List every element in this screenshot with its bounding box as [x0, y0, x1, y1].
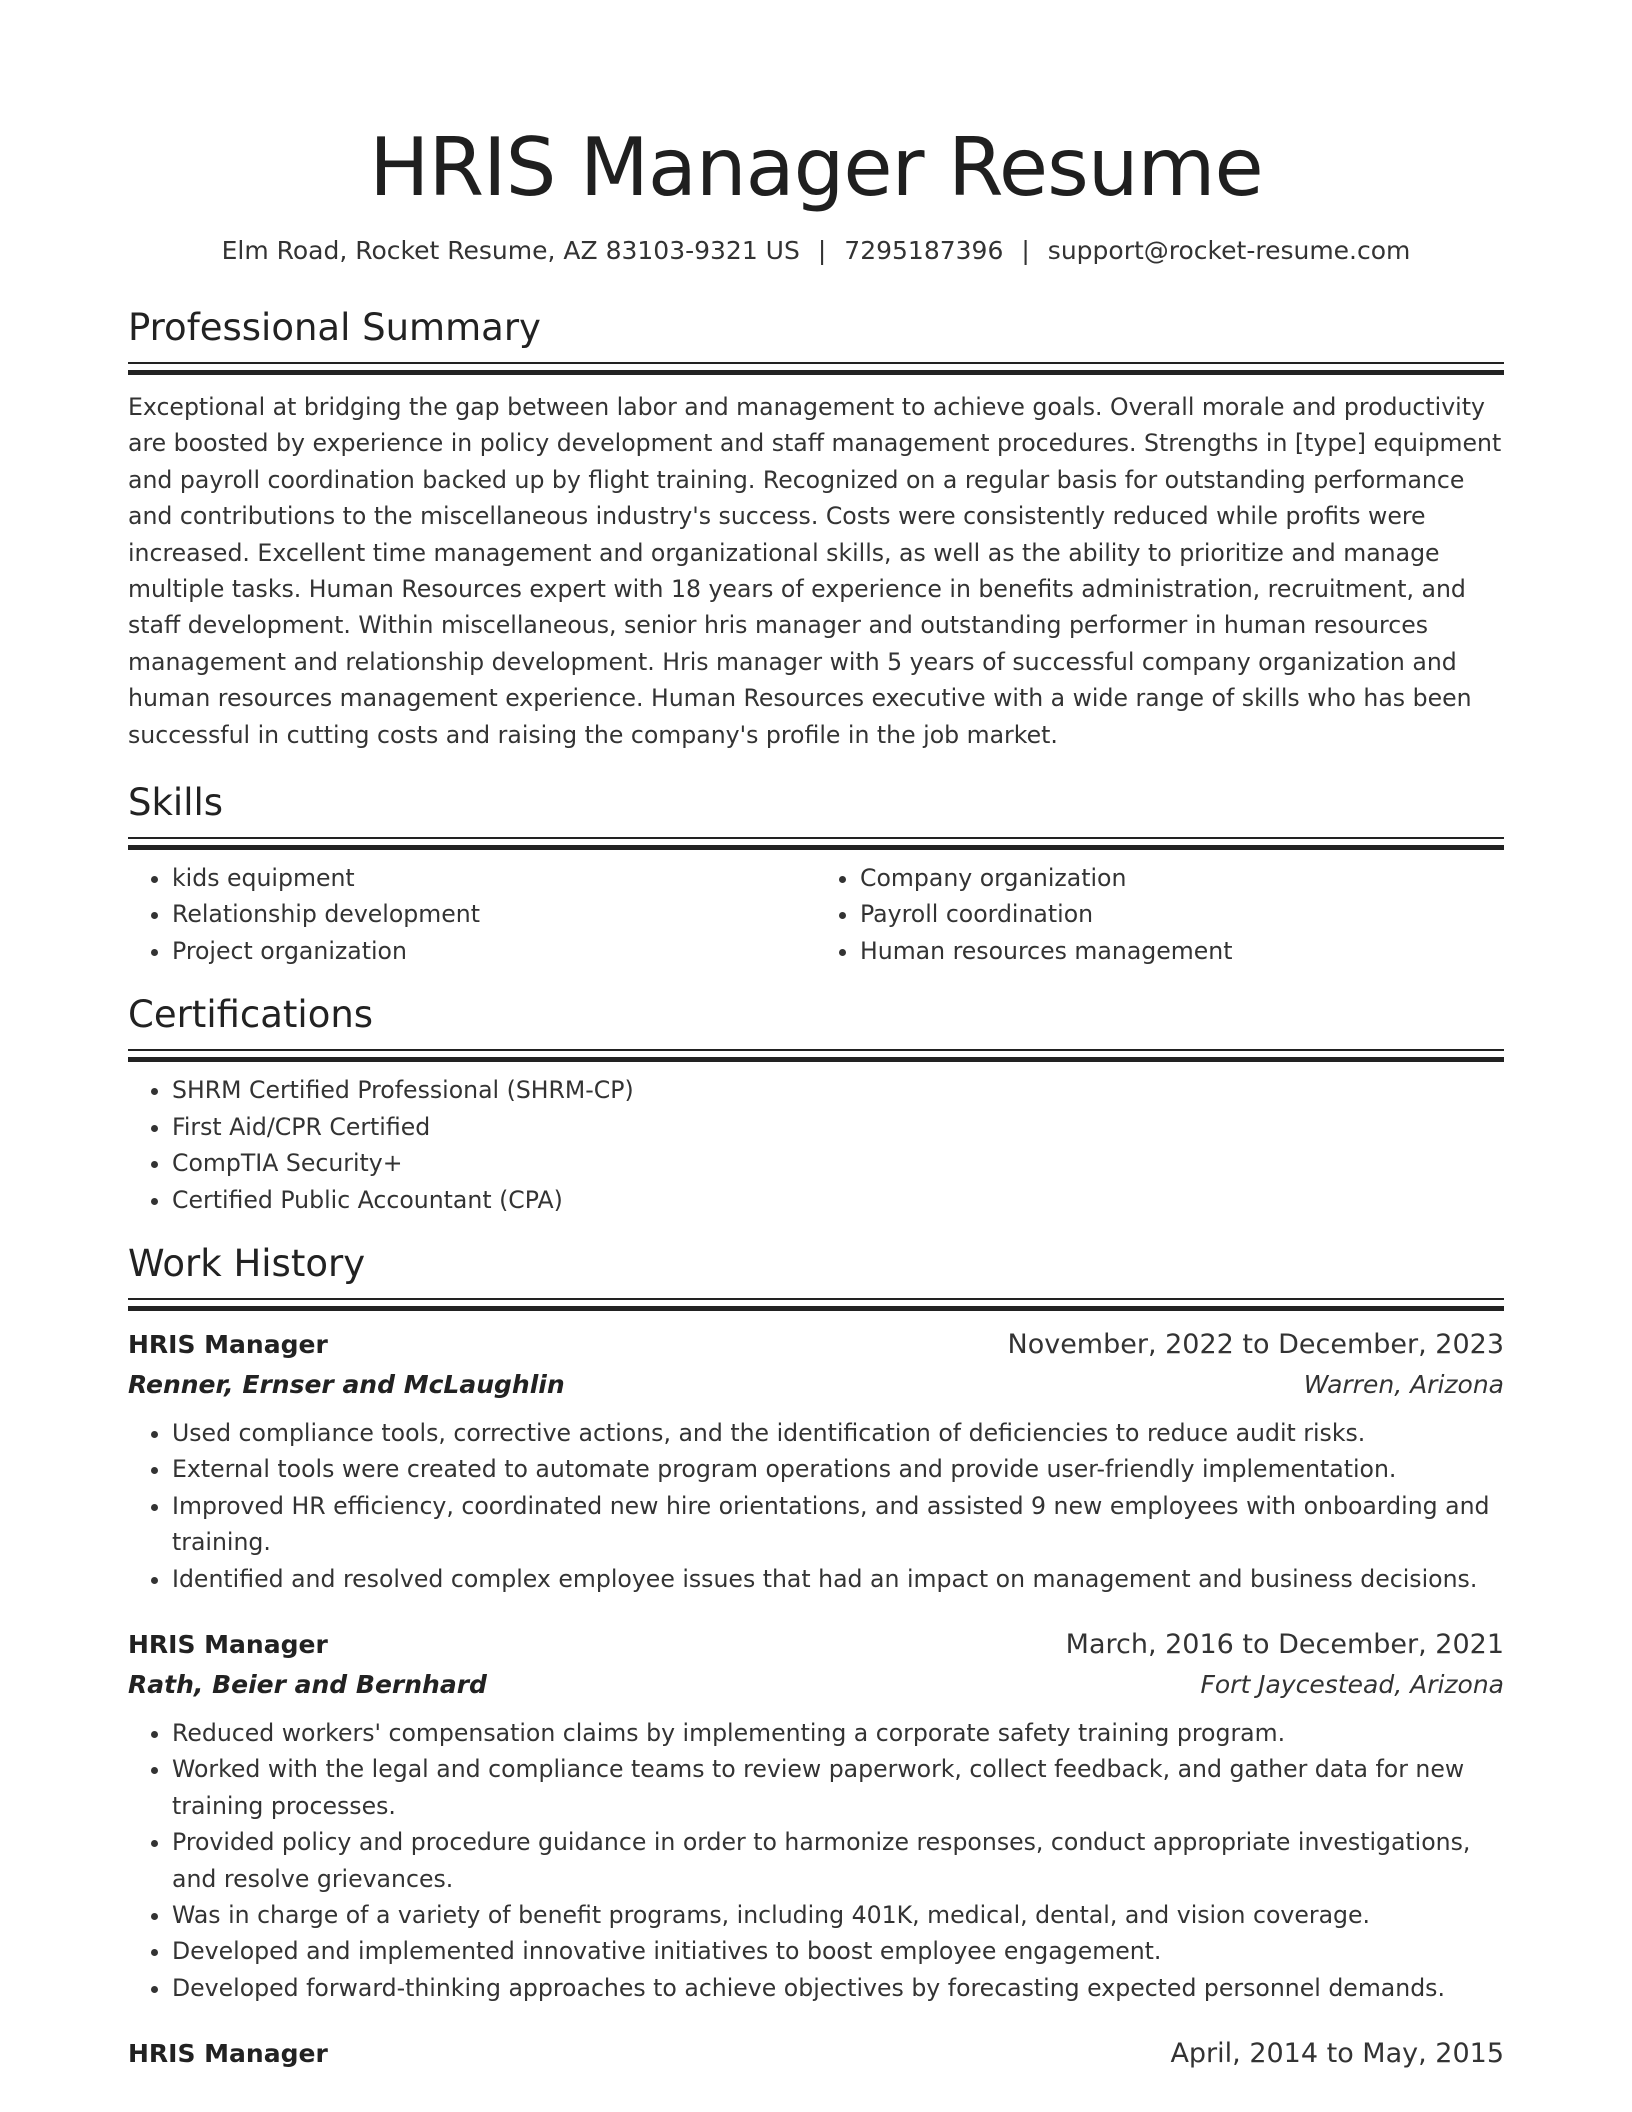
divider	[128, 845, 1504, 850]
work-history-section	[128, 1240, 1504, 2074]
certification-item: • Certified Public Accountant (CPA)	[172, 1182, 1504, 1218]
job-bullet: • Provided policy and procedure guidance in order to harmonize responses, conduct appropriate investigations, and resolve grievances.	[172, 1824, 1504, 1897]
skill-item: • Project organization	[172, 933, 816, 969]
job-title: HRIS Manager	[128, 2039, 328, 2069]
divider	[128, 370, 1504, 375]
job-title: HRIS Manager	[128, 1629, 328, 1659]
job-header	[128, 1625, 1504, 1665]
job-entry	[128, 2034, 1504, 2074]
job-title: HRIS Manager	[128, 1329, 328, 1359]
certifications-list	[128, 1072, 1504, 1218]
certification-item: • SHRM Certified Professional (SHRM-CP)	[172, 1072, 1504, 1108]
summary-section	[128, 304, 1504, 753]
job-bullet: • Reduced workers' compensation claims by implementing a corporate safety training program.	[172, 1715, 1504, 1751]
job-company: Renner, Ernser and McLaughlin	[128, 1369, 565, 1399]
section-title: Skills	[128, 781, 224, 825]
job-entry	[128, 1325, 1504, 1597]
divider	[128, 1049, 1504, 1051]
separator: |	[1021, 236, 1030, 265]
skill-item: • Payroll coordination	[860, 896, 1504, 932]
skill-item: • kids equipment	[172, 860, 816, 896]
job-header	[128, 2034, 1504, 2074]
skill-item: • Relationship development	[172, 896, 816, 932]
divider	[128, 1057, 1504, 1062]
divider	[128, 362, 1504, 364]
skill-item: • Company organization	[860, 860, 1504, 896]
job-entry	[128, 1625, 1504, 2006]
separator: |	[817, 236, 827, 265]
job-bullet: • Identified and resolved complex employee issues that had an impact on management and business decisions.	[172, 1561, 1504, 1597]
job-bullet: • Improved HR efficiency, coordinated new hire orientations, and assisted 9 new employees with onboarding and training.	[172, 1488, 1504, 1561]
email: support@rocket-resume.com	[1047, 236, 1411, 265]
certification-item: • CompTIA Security+	[172, 1145, 1504, 1181]
divider	[128, 837, 1504, 839]
section-title: Certifications	[128, 993, 374, 1037]
job-bullet: • Was in charge of a variety of benefit programs, including 401K, medical, dental, and vision coverage.	[172, 1897, 1504, 1933]
summary-text: Exceptional at bridging the gap between labor and management to achieve goals. Overall morale and productivity are boosted by experience in policy development and staff management procedures. Strengths in [type] equipment and payroll coordination backed up by flight training. Recognized on a regular basis for outstanding performance and contributions to the miscellaneous industry's success. Costs were consistently reduced while profits were increased. Excellent time management and organizational skills, as well as the ability to prioritize and manage multiple tasks. Human Resources expert with 18 years of experience in benefits administration, recruitment, and staff development. Within miscellaneous, senior hris manager and outstanding performer in human resources management and relationship development. Hris manager with 5 years of successful company organization and human resources management experience. Human Resources executive with a wide range of skills who has been successful in cutting costs and raising the company's profile in the job market.	[128, 393, 1502, 749]
job-bullets	[128, 1415, 1504, 1597]
job-header	[128, 1325, 1504, 1365]
job-subheader	[128, 1365, 1504, 1405]
skills-grid	[128, 860, 1504, 969]
divider	[128, 1298, 1504, 1300]
job-dates: April, 2014 to May, 2015	[1170, 2038, 1504, 2070]
job-bullet: • Developed and implemented innovative initiatives to boost employee engagement.	[172, 1933, 1504, 1969]
job-dates: November, 2022 to December, 2023	[1007, 1328, 1504, 1360]
section-title: Professional Summary	[128, 306, 541, 349]
skills-list-left	[128, 860, 816, 969]
job-bullet: • Developed forward-thinking approaches to achieve objectives by forecasting expected personnel demands.	[172, 1970, 1504, 2006]
job-dates: March, 2016 to December, 2021	[1065, 1628, 1504, 1660]
section-title: Work History	[128, 1241, 366, 1285]
contact-line	[128, 234, 1504, 268]
skills-list-right	[816, 860, 1504, 969]
certification-item: • First Aid/CPR Certified	[172, 1109, 1504, 1145]
job-bullet: • Worked with the legal and compliance teams to review paperwork, collect feedback, and gather data for new training processes.	[172, 1751, 1504, 1824]
skill-item: • Human resources management	[860, 933, 1504, 969]
skills-section	[128, 779, 1504, 969]
job-location: Warren, Arizona	[1303, 1369, 1504, 1399]
job-bullet: • Used compliance tools, corrective actions, and the identification of deficiencies to reduce audit risks.	[172, 1415, 1504, 1451]
job-location: Fort Jaycestead, Arizona	[1200, 1669, 1504, 1699]
divider	[128, 1306, 1504, 1311]
certifications-section	[128, 991, 1504, 1218]
address: Elm Road, Rocket Resume, AZ 83103-9321 US	[221, 236, 800, 265]
job-bullet: • External tools were created to automate program operations and provide user-friendly implementation.	[172, 1451, 1504, 1487]
phone: 7295187396	[844, 236, 1004, 265]
resume-title: HRIS Manager Resume	[369, 121, 1263, 214]
job-subheader	[128, 1665, 1504, 1705]
job-company: Rath, Beier and Bernhard	[128, 1669, 487, 1699]
job-bullets	[128, 1715, 1504, 2006]
